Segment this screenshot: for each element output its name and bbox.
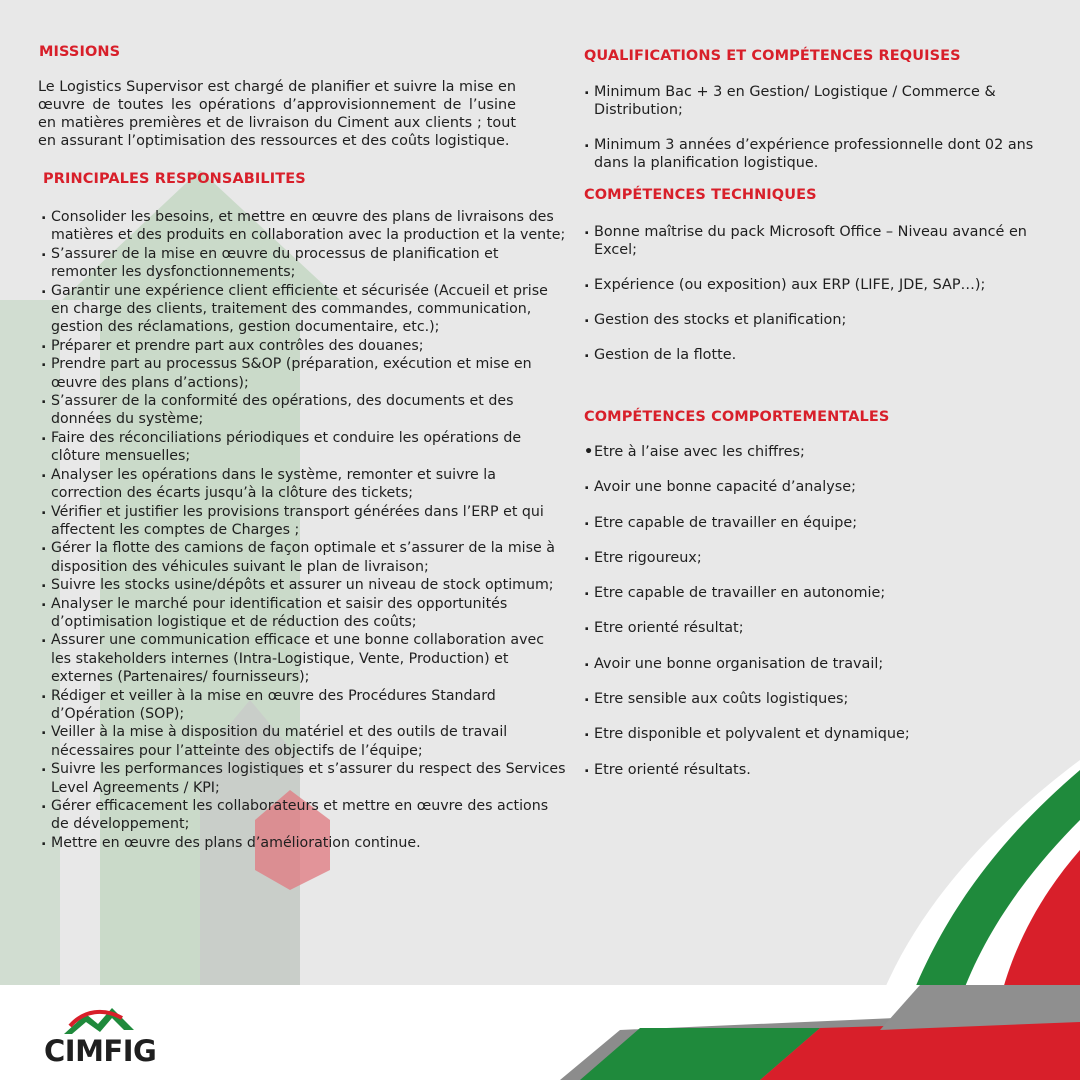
list-item: . Faire des réconciliations périodiques et conduire les opérations de clôture mensuelles; xyxy=(41,429,566,466)
list-item: . S’assurer de la conformité des opérations, des documents et des données du système; xyxy=(41,392,566,429)
list-item: . S’assurer de la mise en œuvre du processus de planification et remonter les dysfonctionnements; xyxy=(41,245,566,282)
list-item: . Gérer efficacement les collaborateurs et mettre en œuvre des actions de développement; xyxy=(41,797,566,834)
left-column xyxy=(38,44,566,852)
list-item: . Etre orienté résultat; xyxy=(584,619,1064,637)
qualifications-list xyxy=(584,83,1064,172)
list-item: . Etre capable de travailler en équipe; xyxy=(584,514,1064,532)
list-item: . Gérer la flotte des camions de façon optimale et s’assurer de la mise à disposition des véhicules suivant le plan de livraison; xyxy=(41,539,566,576)
list-item: . Avoir une bonne organisation de travail; xyxy=(584,655,1064,673)
comportementales-title: COMPÉTENCES COMPORTEMENTALES xyxy=(584,409,890,425)
list-item: . Analyser les opérations dans le système, remonter et suivre la correction des écarts jusqu’à la clôture des tickets; xyxy=(41,466,566,503)
missions-text: Le Logistics Supervisor est chargé de planifier et suivre la mise en œuvre de toutes les opérations d’approvisionnement de l’usine en matières premières et de livraison du Ciment aux clients ; tout en assurant l’optimisation des ressources et des coûts logistique. xyxy=(38,79,516,149)
list-item: . Garantir une expérience client efficiente et sécurisée (Accueil et prise en charge des clients, traitement des commandes, communication, gestion des réclamations, gestion documentaire, etc.); xyxy=(41,282,566,337)
cimfig-logo xyxy=(44,1004,174,1074)
list-item: . Rédiger et veiller à la mise en œuvre des Procédures Standard d’Opération (SOP); xyxy=(41,687,566,724)
list-item: . Suivre les performances logistiques et s’assurer du respect des Services Level Agreements / KPI; xyxy=(41,760,566,797)
list-item: . Consolider les besoins, et mettre en œuvre des plans de livraisons des matières et des produits en collaboration avec la production et la vente; xyxy=(41,208,566,245)
missions-title: MISSIONS xyxy=(39,44,121,60)
list-item: . Prendre part au processus S&OP (préparation, exécution et mise en œuvre des plans d’actions); xyxy=(41,355,566,392)
list-item: . Suivre les stocks usine/dépôts et assurer un niveau de stock optimum; xyxy=(41,576,566,594)
list-item: • Etre à l’aise avec les chiffres; xyxy=(584,443,1064,461)
list-item: . Etre sensible aux coûts logistiques; xyxy=(584,690,1064,708)
list-item: . Etre capable de travailler en autonomie; xyxy=(584,584,1064,602)
list-item: . Analyser le marché pour identification et saisir des opportunités d’optimisation logistique et de réduction des coûts; xyxy=(41,595,566,632)
list-item: . Gestion des stocks et planification; xyxy=(584,311,1064,329)
qualifications-title: QUALIFICATIONS ET COMPÉTENCES REQUISES xyxy=(584,48,961,64)
list-item: . Etre orienté résultats. xyxy=(584,761,1064,779)
list-item: . Etre disponible et polyvalent et dynamique; xyxy=(584,725,1064,743)
list-item: . Bonne maîtrise du pack Microsoft Office – Niveau avancé en Excel; xyxy=(584,223,1064,259)
techniques-title: COMPÉTENCES TECHNIQUES xyxy=(584,187,817,203)
comportementales-list xyxy=(584,443,1064,779)
list-item: . Vérifier et justifier les provisions transport générées dans l’ERP et qui affectent les comptes de Charges ; xyxy=(41,503,566,540)
list-item: . Avoir une bonne capacité d’analyse; xyxy=(584,478,1064,496)
techniques-list xyxy=(584,223,1064,364)
list-item: . Etre rigoureux; xyxy=(584,549,1064,567)
list-item: . Gestion de la flotte. xyxy=(584,346,1064,364)
list-item: . Minimum Bac + 3 en Gestion/ Logistique / Commerce & Distribution; xyxy=(584,83,1064,119)
list-item: . Veiller à la mise à disposition du matériel et des outils de travail nécessaires pour l’atteinte des objectifs de l’équipe; xyxy=(41,723,566,760)
right-column xyxy=(584,48,1064,796)
list-item: . Mettre en œuvre des plans d’amélioration continue. xyxy=(41,834,566,852)
list-item: . Préparer et prendre part aux contrôles des douanes; xyxy=(41,337,566,355)
mountain-logo-icon xyxy=(64,1004,154,1038)
responsabilites-list xyxy=(41,208,566,852)
list-item: . Expérience (ou exposition) aux ERP (LIFE, JDE, SAP…); xyxy=(584,276,1064,294)
list-item: . Assurer une communication efficace et une bonne collaboration avec les stakeholders internes (Intra-Logistique, Vente, Production) et externes (Partenaires/ fournisseurs); xyxy=(41,631,566,686)
list-item: . Minimum 3 années d’expérience professionnelle dont 02 ans dans la planification logistique. xyxy=(584,136,1064,172)
logo-text: CIMFIG xyxy=(44,1034,157,1068)
responsabilites-title: PRINCIPALES RESPONSABILITES xyxy=(43,171,306,187)
